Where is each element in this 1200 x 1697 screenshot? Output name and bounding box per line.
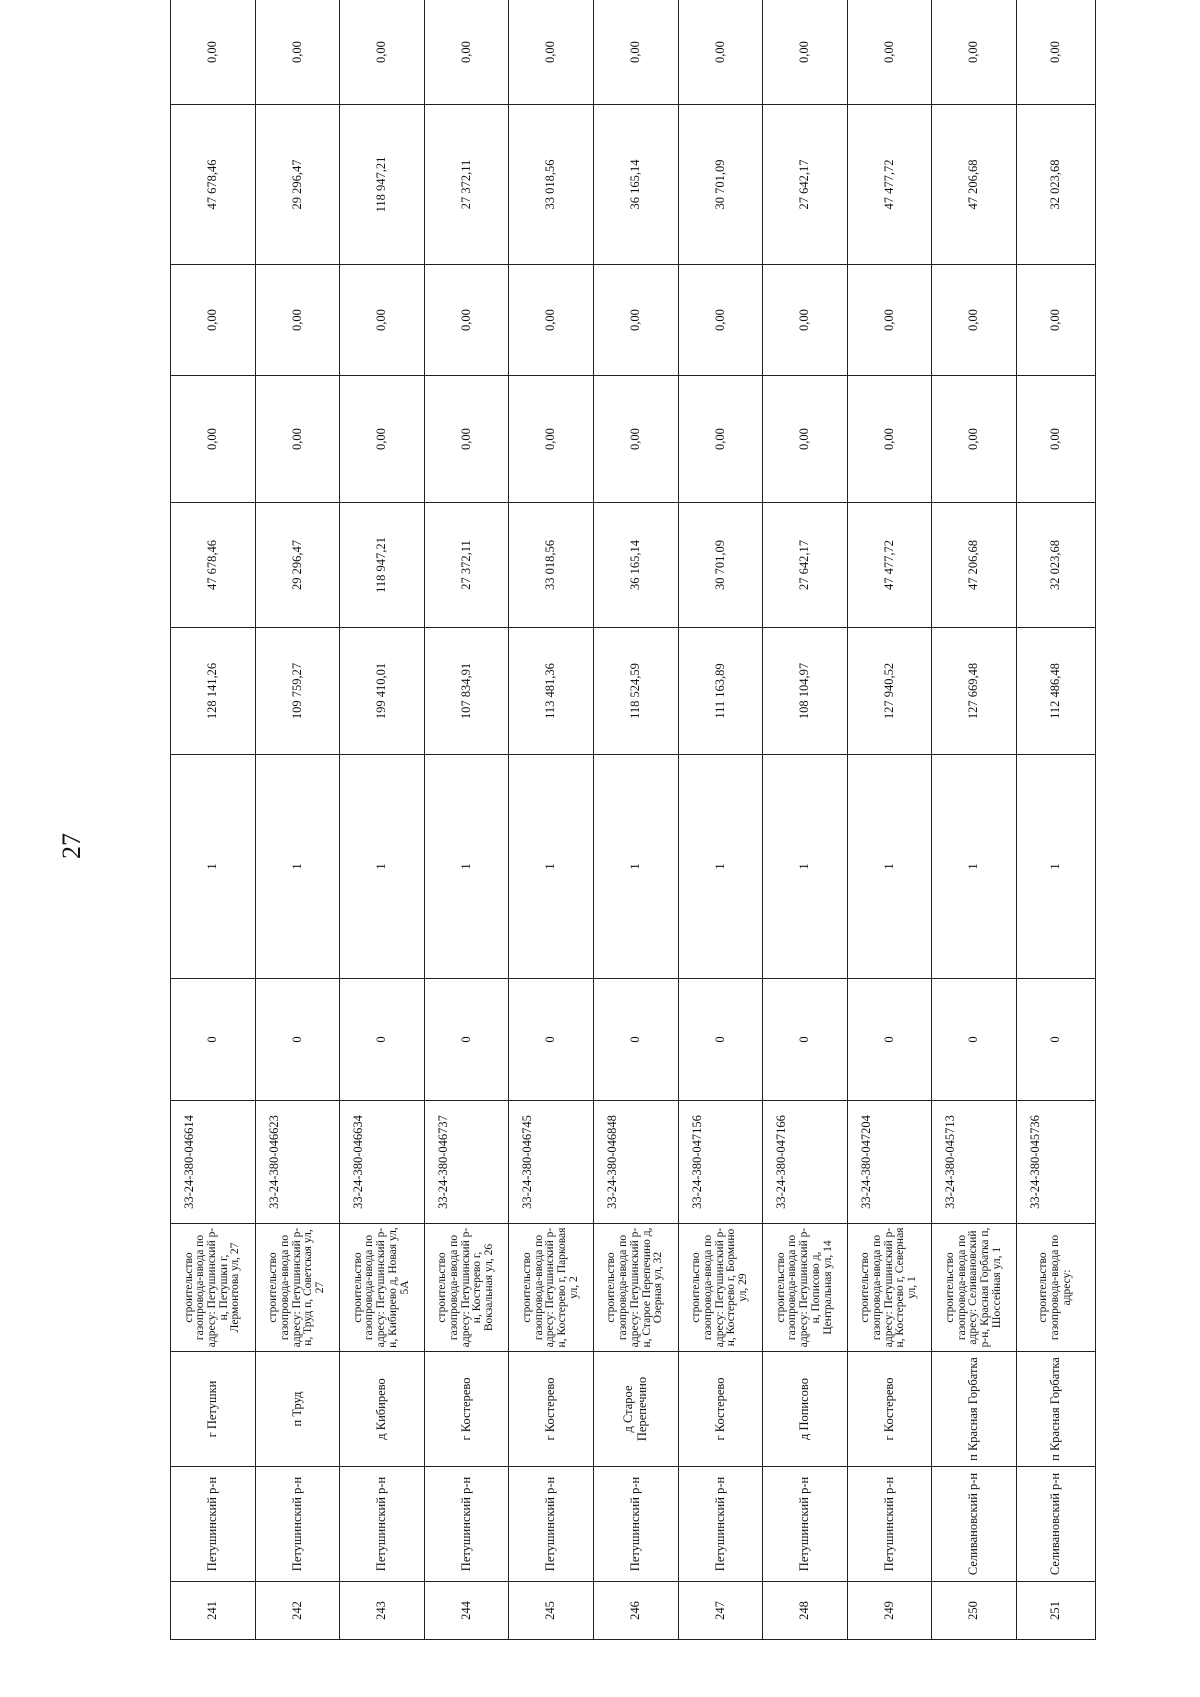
row-number-cell: 250	[932, 1582, 1017, 1640]
locality-cell: д Пописово	[763, 1352, 848, 1467]
count-2-cell: 1	[932, 755, 1017, 979]
code-cell: 33-24-380-047204	[847, 1101, 932, 1224]
value-5-cell: 33 018,56	[509, 105, 594, 265]
count-2-cell: 1	[593, 755, 678, 979]
locality-cell: п Красная Горбатка	[932, 1352, 1017, 1467]
district-cell: Петушинский р-н	[340, 1467, 425, 1582]
value-3-cell: 0,00	[171, 376, 256, 503]
value-1-cell: 199 410,01	[340, 628, 425, 755]
value-3-cell: 0,00	[424, 376, 509, 503]
value-5-cell: 30 701,09	[678, 105, 763, 265]
description-cell: строительство газопровода-ввода по адресу: Петушинский р-н, Костерево г, Бормино ул, 29	[678, 1224, 763, 1352]
value-4-cell: 0,00	[847, 265, 932, 376]
count-2-cell: 1	[1016, 755, 1095, 979]
locality-cell: г Костерево	[847, 1352, 932, 1467]
value-6-cell: 0,00	[1016, 0, 1095, 105]
code-cell: 33-24-380-045736	[1016, 1101, 1095, 1224]
value-4-cell: 0,00	[932, 265, 1017, 376]
district-cell: Петушинский р-н	[678, 1467, 763, 1582]
value-2-cell: 118 947,21	[340, 503, 425, 628]
value-1-cell: 127 669,48	[932, 628, 1017, 755]
table-row	[847, 0, 932, 1640]
count-1-cell: 0	[255, 979, 340, 1101]
value-6-cell: 0,00	[255, 0, 340, 105]
value-4-cell: 0,00	[763, 265, 848, 376]
value-3-cell: 0,00	[932, 376, 1017, 503]
value-5-cell: 47 477,72	[847, 105, 932, 265]
row-number-cell: 248	[763, 1582, 848, 1640]
value-1-cell: 112 486,48	[1016, 628, 1095, 755]
table-row	[763, 0, 848, 1640]
locality-cell: г Костерево	[424, 1352, 509, 1467]
district-cell: Петушинский р-н	[255, 1467, 340, 1582]
code-cell: 33-24-380-046614	[171, 1101, 256, 1224]
district-cell: Петушинский р-н	[171, 1467, 256, 1582]
district-cell: Петушинский р-н	[509, 1467, 594, 1582]
description-cell: строительство газопровода-ввода по адресу: Петушинский р-н, Костерево г, Северная ул, 1	[847, 1224, 932, 1352]
count-2-cell: 1	[171, 755, 256, 979]
value-2-cell: 47 206,68	[932, 503, 1017, 628]
count-2-cell: 1	[509, 755, 594, 979]
count-1-cell: 0	[424, 979, 509, 1101]
row-number-cell: 249	[847, 1582, 932, 1640]
value-5-cell: 118 947,21	[340, 105, 425, 265]
table-body	[171, 0, 1096, 1640]
row-number-cell: 242	[255, 1582, 340, 1640]
value-5-cell: 47 206,68	[932, 105, 1017, 265]
count-1-cell: 0	[509, 979, 594, 1101]
value-3-cell: 0,00	[847, 376, 932, 503]
description-cell: строительство газопровода-ввода по адресу: Петушинский р-н, Кибирево д, Новая ул, 5А	[340, 1224, 425, 1352]
value-1-cell: 111 163,89	[678, 628, 763, 755]
count-1-cell: 0	[678, 979, 763, 1101]
value-1-cell: 108 104,97	[763, 628, 848, 755]
value-2-cell: 30 701,09	[678, 503, 763, 628]
locality-cell: г Костерево	[678, 1352, 763, 1467]
row-number-cell: 247	[678, 1582, 763, 1640]
value-2-cell: 36 165,14	[593, 503, 678, 628]
data-table	[170, 0, 1096, 1640]
row-number-cell: 246	[593, 1582, 678, 1640]
table-row	[1016, 0, 1095, 1640]
value-2-cell: 27 642,17	[763, 503, 848, 628]
code-cell: 33-24-380-046634	[340, 1101, 425, 1224]
count-1-cell: 0	[340, 979, 425, 1101]
count-1-cell: 0	[171, 979, 256, 1101]
district-cell: Петушинский р-н	[763, 1467, 848, 1582]
count-1-cell: 0	[847, 979, 932, 1101]
value-5-cell: 27 642,17	[763, 105, 848, 265]
value-2-cell: 29 296,47	[255, 503, 340, 628]
value-3-cell: 0,00	[509, 376, 594, 503]
district-cell: Селивановский р-н	[1016, 1467, 1095, 1582]
rotated-table-wrapper	[170, 41, 1095, 1640]
value-4-cell: 0,00	[1016, 265, 1095, 376]
value-1-cell: 127 940,52	[847, 628, 932, 755]
description-cell: строительство газопровода-ввода по адресу: Петушинский р-н, Костерево г, Вокзальная ул, 26	[424, 1224, 509, 1352]
table-row	[593, 0, 678, 1640]
locality-cell: г Костерево	[509, 1352, 594, 1467]
value-3-cell: 0,00	[678, 376, 763, 503]
table-row	[424, 0, 509, 1640]
value-2-cell: 33 018,56	[509, 503, 594, 628]
locality-cell: г Петушки	[171, 1352, 256, 1467]
table-row	[509, 0, 594, 1640]
count-1-cell: 0	[763, 979, 848, 1101]
locality-cell: п Труд	[255, 1352, 340, 1467]
value-6-cell: 0,00	[763, 0, 848, 105]
value-5-cell: 29 296,47	[255, 105, 340, 265]
description-cell: строительство газопровода-ввода по адресу:	[1016, 1224, 1095, 1352]
value-5-cell: 36 165,14	[593, 105, 678, 265]
count-1-cell: 0	[593, 979, 678, 1101]
row-number-cell: 245	[509, 1582, 594, 1640]
count-1-cell: 0	[1016, 979, 1095, 1101]
count-1-cell: 0	[932, 979, 1017, 1101]
value-2-cell: 47 477,72	[847, 503, 932, 628]
district-cell: Петушинский р-н	[593, 1467, 678, 1582]
value-1-cell: 107 834,91	[424, 628, 509, 755]
district-cell: Петушинский р-н	[424, 1467, 509, 1582]
row-number-cell: 251	[1016, 1582, 1095, 1640]
count-2-cell: 1	[340, 755, 425, 979]
district-cell: Селивановский р-н	[932, 1467, 1017, 1582]
row-number-cell: 241	[171, 1582, 256, 1640]
value-5-cell: 32 023,68	[1016, 105, 1095, 265]
value-3-cell: 0,00	[340, 376, 425, 503]
value-4-cell: 0,00	[340, 265, 425, 376]
description-cell: строительство газопровода-ввода по адресу: Селивановский р-н, Красная Горбатка п, Шоссейная ул, 1	[932, 1224, 1017, 1352]
code-cell: 33-24-380-045713	[932, 1101, 1017, 1224]
value-4-cell: 0,00	[255, 265, 340, 376]
description-cell: строительство газопровода-ввода по адресу: Петушинский р-н, Старое Перепечино д, Озерная ул, 32	[593, 1224, 678, 1352]
description-cell: строительство газопровода-ввода по адресу: Петушинский р-н, Петушки г, Лермонтова ул, 27	[171, 1224, 256, 1352]
value-4-cell: 0,00	[171, 265, 256, 376]
district-cell: Петушинский р-н	[847, 1467, 932, 1582]
code-cell: 33-24-380-046745	[509, 1101, 594, 1224]
value-2-cell: 27 372,11	[424, 503, 509, 628]
page-number: 27	[57, 833, 86, 859]
row-number-cell: 244	[424, 1582, 509, 1640]
value-6-cell: 0,00	[171, 0, 256, 105]
value-6-cell: 0,00	[847, 0, 932, 105]
description-cell: строительство газопровода-ввода по адресу: Петушинский р-н, Костерево г, Парковая ул, 2	[509, 1224, 594, 1352]
value-6-cell: 0,00	[593, 0, 678, 105]
table-row	[932, 0, 1017, 1640]
value-1-cell: 109 759,27	[255, 628, 340, 755]
value-3-cell: 0,00	[1016, 376, 1095, 503]
value-6-cell: 0,00	[340, 0, 425, 105]
value-4-cell: 0,00	[678, 265, 763, 376]
table-row	[340, 0, 425, 1640]
value-5-cell: 27 372,11	[424, 105, 509, 265]
row-number-cell: 243	[340, 1582, 425, 1640]
value-4-cell: 0,00	[424, 265, 509, 376]
count-2-cell: 1	[255, 755, 340, 979]
description-cell: строительство газопровода-ввода по адресу: Петушинский р-н, Пописово д, Центральная ул, 14	[763, 1224, 848, 1352]
count-2-cell: 1	[847, 755, 932, 979]
value-1-cell: 128 141,26	[171, 628, 256, 755]
code-cell: 33-24-380-046623	[255, 1101, 340, 1224]
locality-cell: п Красная Горбатка	[1016, 1352, 1095, 1467]
code-cell: 33-24-380-047166	[763, 1101, 848, 1224]
value-1-cell: 113 481,36	[509, 628, 594, 755]
table-row	[255, 0, 340, 1640]
value-3-cell: 0,00	[255, 376, 340, 503]
count-2-cell: 1	[678, 755, 763, 979]
locality-cell: д Старое Перепечино	[593, 1352, 678, 1467]
value-6-cell: 0,00	[678, 0, 763, 105]
code-cell: 33-24-380-046848	[593, 1101, 678, 1224]
value-4-cell: 0,00	[593, 265, 678, 376]
count-2-cell: 1	[424, 755, 509, 979]
value-2-cell: 32 023,68	[1016, 503, 1095, 628]
value-6-cell: 0,00	[509, 0, 594, 105]
code-cell: 33-24-380-047156	[678, 1101, 763, 1224]
value-5-cell: 47 678,46	[171, 105, 256, 265]
locality-cell: д Кибирево	[340, 1352, 425, 1467]
value-1-cell: 118 524,59	[593, 628, 678, 755]
value-2-cell: 47 678,46	[171, 503, 256, 628]
value-3-cell: 0,00	[763, 376, 848, 503]
value-4-cell: 0,00	[509, 265, 594, 376]
value-6-cell: 0,00	[424, 0, 509, 105]
value-3-cell: 0,00	[593, 376, 678, 503]
count-2-cell: 1	[763, 755, 848, 979]
table-row	[678, 0, 763, 1640]
code-cell: 33-24-380-046737	[424, 1101, 509, 1224]
value-6-cell: 0,00	[932, 0, 1017, 105]
table-row	[171, 0, 256, 1640]
description-cell: строительство газопровода-ввода по адресу: Петушинский р-н, Труд п, Советская ул, 27	[255, 1224, 340, 1352]
